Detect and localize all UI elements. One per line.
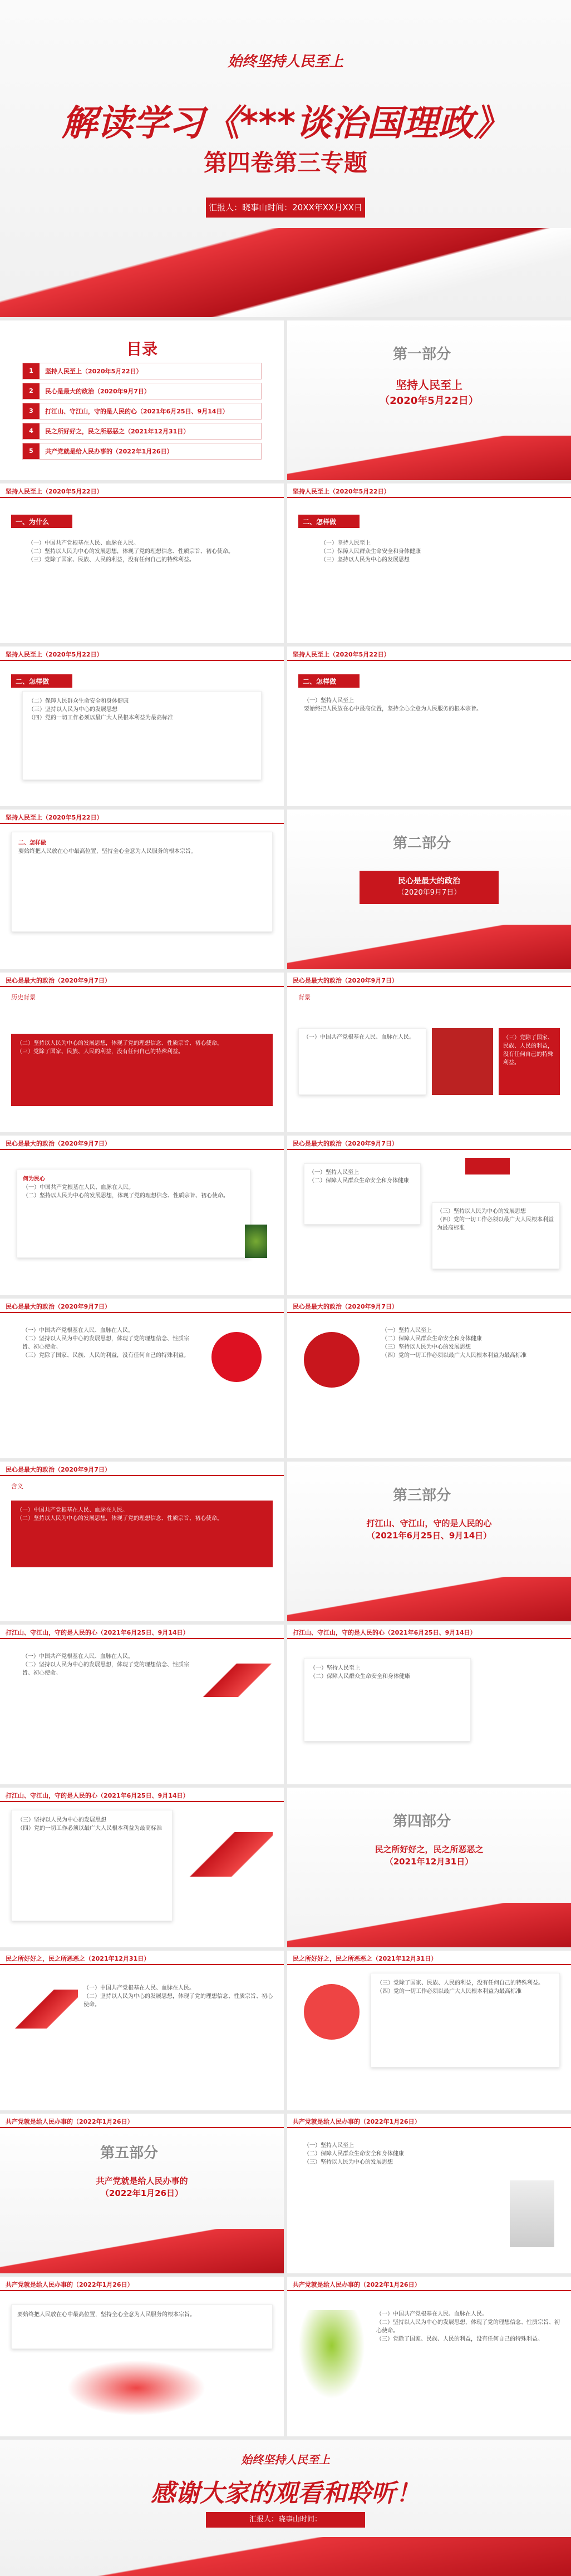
part5-date: （2022年1月26日） — [100, 2188, 184, 2198]
red-content-box: （三）党除了国家、民族、人民的利益，没有任何自己的特殊利益。 — [499, 1028, 560, 1095]
part5-slide[interactable] — [0, 2114, 284, 2273]
slide-header: 民心是最大的政治（2020年9月7日） — [287, 1136, 571, 1150]
part3-title: 打江山、守江山，守的是人民的心 — [366, 1518, 492, 1528]
part3-label: 第三部分 — [393, 1487, 451, 1504]
part1-date: （2020年5月22日） — [380, 395, 479, 407]
body-line: （一）中国共产党根基在人民、血脉在人民。 — [28, 540, 139, 546]
slide-what-2[interactable] — [0, 647, 284, 806]
slide-header: 打江山、守江山，守的是人民的心（2021年6月25日、9月14日） — [0, 1625, 284, 1639]
slide-header: 民之所好好之，民之所恶恶之（2021年12月31日） — [287, 1951, 571, 1965]
part4-slide[interactable] — [287, 1788, 571, 1947]
body-line: （三）坚持以人民为中心的发展思想 — [321, 557, 410, 563]
section-title: 二、怎样做 — [298, 674, 360, 688]
body-line: （一）坚持人民至上 — [321, 540, 371, 546]
slide-what-3[interactable]: 坚持人民至上（2020年5月22日） 二、怎样做 （一）坚持人民至上 要始终把人民放在心中最高位置，坚持全心全意为人民服务的根本宗旨。 — [287, 647, 571, 806]
slide-banshi-3[interactable]: 共产党就是给人民办事的（2022年1月26日） （一）中国共产党根基在人民、血脉在人民。 （二）坚持以人民为中心的发展思想，体现了党的理想信念、性质宗旨、初心使命。 （三）党除了国家、民族、人民的利益，没有任何自己的特殊利益。 — [287, 2277, 571, 2436]
slide-header: 打江山、守江山，守的是人民的心（2021年6月25日、9月14日） — [287, 1625, 571, 1639]
slide-header: 民心是最大的政治（2020年9月7日） — [0, 1136, 284, 1150]
slide-what[interactable] — [287, 483, 571, 643]
cover-title: 解读学习《***谈治国理政》 — [61, 103, 510, 144]
party-emblem — [304, 1984, 360, 2040]
plant-image — [298, 2310, 365, 2399]
slide-bg[interactable]: 民心是最大的政治（2020年9月7日） 历史背景 （二）坚持以人民为中心的发展思想，体现了党的理想信念、性质宗旨、初心使命。 （三）党除了国家、民族、人民的利益，没有任何自己的特殊利益。 — [0, 973, 284, 1132]
red-content-box: （一）中国共产党根基在人民、血脉在人民。 （二）坚持以人民为中心的发展思想，体现了党的理想信念、性质宗旨、初心使命。 — [11, 1501, 273, 1567]
content-card: （一）坚持人民至上 （二）保障人民群众生命安全和身体健康 — [304, 1163, 421, 1225]
slide-what-4[interactable] — [0, 810, 284, 969]
part3-wave — [287, 1577, 571, 1621]
cover-reporter: 汇报人：晓事山时间：20XX年XX月XX日 — [206, 198, 365, 218]
section-title: 一、为什么 — [11, 515, 72, 528]
content-card: （一）中国共产党根基在人民、血脉在人民。 — [298, 1028, 426, 1095]
slide-party[interactable]: 民心是最大的政治（2020年9月7日） （一）坚持人民至上 （二）保障人民群众生命安全和身体健康 （三）坚持以人民为中心的发展思想 （四）党的一切工作必须以最广大人民根本利益为最高标准 — [287, 1299, 571, 1458]
slide-jiang-3[interactable] — [0, 1788, 284, 1947]
slide-header: 共产党就是给人民办事的（2022年1月26日） — [0, 2277, 284, 2291]
content-card: （三）坚持以人民为中心的发展思想 （四）党的一切工作必须以最广大人民根本利益为最高标准 — [432, 1202, 560, 1269]
slide-header: 民心是最大的政治（2020年9月7日） — [287, 1299, 571, 1313]
cover-subtitle: 第四卷第三专题 — [203, 149, 367, 176]
slide-jiang[interactable]: 打江山、守江山，守的是人民的心（2021年6月25日、9月14日） （一）中国共产党根基在人民、血脉在人民。 （二）坚持以人民为中心的发展思想，体现了党的理想信念、性质宗旨、初心使命。 — [0, 1625, 284, 1784]
part2-slide[interactable] — [287, 810, 571, 969]
party-emblem — [304, 1332, 360, 1388]
slide-minzhi-2[interactable] — [287, 1951, 571, 2110]
slide-header: 坚持人民至上（2020年5月22日） — [287, 483, 571, 498]
slide-header: 坚持人民至上（2020年5月22日） — [0, 647, 284, 661]
slide-header: 共产党就是给人民办事的（2022年1月26日） — [0, 2114, 284, 2128]
slide-banshi[interactable]: 共产党就是给人民办事的（2022年1月26日） （一）坚持人民至上 （二）保障人民群众生命安全和身体健康 （三）坚持以人民为中心的发展思想 — [287, 2114, 571, 2273]
slide-header: 共产党就是给人民办事的（2022年1月26日） — [287, 2114, 571, 2128]
part1-wave — [287, 436, 571, 480]
slide-header: 民心是最大的政治（2020年9月7日） — [287, 973, 571, 987]
body-line: （二）保障人民群众生命安全和身体健康 — [321, 549, 421, 555]
part5-label: 第五部分 — [100, 2145, 159, 2162]
slide-header: 民心是最大的政治（2020年9月7日） — [0, 973, 284, 987]
ribbon-image — [67, 2360, 206, 2416]
body-line: （三）党除了国家、民族、人民的利益，没有任何自己的特殊利益。 — [28, 557, 195, 563]
cover-wave — [0, 228, 571, 317]
slide-flag[interactable]: 民心是最大的政治（2020年9月7日） （一）中国共产党根基在人民、血脉在人民。 （二）坚持以人民为中心的发展思想，体现了党的理想信念、性质宗旨、初心使命。 （三）党除了国家、民族、人民的利益，没有任何自己的特殊利益。 — [0, 1299, 284, 1458]
content-card: 二、怎样做 要始终把人民放在心中最高位置，坚持全心全意为人民服务的根本宗旨。 — [11, 832, 273, 932]
slide-header: 坚持人民至上（2020年5月22日） — [0, 483, 284, 498]
slide-header: 坚持人民至上（2020年5月22日） — [287, 647, 571, 661]
part5-wave — [0, 2229, 284, 2273]
slide-minxin[interactable] — [0, 1136, 284, 1295]
part2-label: 第二部分 — [393, 835, 451, 852]
part4-title: 民之所好好之，民之所恶恶之 — [375, 1844, 484, 1854]
thanks-top-title: 始终坚持人民至上 — [241, 2453, 330, 2466]
toc-item[interactable]: 2 民心是最大的政治（2020年9月7日） — [22, 383, 262, 399]
thanks-slide[interactable] — [0, 2440, 571, 2576]
slide-header: 民心是最大的政治（2020年9月7日） — [0, 1462, 284, 1476]
slide-bg-2[interactable]: 民心是最大的政治（2020年9月7日） 背景 （一）中国共产党根基在人民、血脉在人民。 （三）党除了国家、民族、人民的利益，没有任何自己的特殊利益。 — [287, 973, 571, 1132]
slide-header: 民心是最大的政治（2020年9月7日） — [0, 1299, 284, 1313]
toc-item[interactable]: 5 共产党就是给人民办事的（2022年1月26日） — [22, 443, 262, 460]
slide-header: 共产党就是给人民办事的（2022年1月26日） — [287, 2277, 571, 2291]
thanks-wave — [0, 2537, 571, 2576]
body-line: （二）坚持以人民为中心的发展思想，体现了党的理想信念、性质宗旨、初心使命。 — [28, 549, 234, 555]
slide-minzhi[interactable]: 民之所好好之，民之所恶恶之（2021年12月31日） （一）中国共产党根基在人民、血脉在人民。 （二）坚持以人民为中心的发展思想，体现了党的理想信念、性质宗旨、初心使命。 — [0, 1951, 284, 2110]
cover-slide[interactable] — [0, 0, 571, 317]
slide-signpost[interactable] — [287, 1136, 571, 1295]
section-title: 二、怎样做 — [298, 515, 360, 528]
part1-title: 坚持人民至上 — [396, 378, 462, 392]
content-card: （三）坚持以人民为中心的发展思想 （四）党的一切工作必须以最广大人民根本利益为最高标准 — [11, 1810, 173, 1921]
content-card: （三）党除了国家、民族、人民的利益，没有任何自己的特殊利益。 （四）党的一切工作必须以最广大人民根本利益为最高标准 — [371, 1973, 560, 2067]
slide-why[interactable] — [0, 483, 284, 643]
toc-item[interactable]: 4 民之所好好之，民之所恶恶之（2021年12月31日） — [22, 423, 262, 440]
content-card: 要始终把人民放在心中最高位置，坚持全心全意为人民服务的根本宗旨。 — [11, 2304, 273, 2349]
toc-item[interactable]: 3 打江山、守江山，守的是人民的心（2021年6月25日、9月14日） — [22, 403, 262, 420]
tiananmen-image — [432, 1028, 493, 1095]
content-card: 何为民心 （一）中国共产党根基在人民、血脉在人民。 （二）坚持以人民为中心的发展思想，体现了党的理想信念、性质宗旨、初心使命。 — [17, 1169, 250, 1258]
section-title: 二、怎样做 — [11, 674, 72, 688]
red-content-box: （二）坚持以人民为中心的发展思想，体现了党的理想信念、性质宗旨、初心使命。 （三）党除了国家、民族、人民的利益，没有任何自己的特殊利益。 — [11, 1034, 273, 1106]
signpost-image — [465, 1158, 510, 1175]
toc-title: 目录 — [126, 340, 157, 358]
slide-jiang-2[interactable] — [287, 1625, 571, 1784]
slide-header: 打江山、守江山，守的是人民的心（2021年6月25日、9月14日） — [0, 1788, 284, 1802]
cover-top-title: 始终坚持人民至上 — [227, 53, 343, 70]
part3-date: （2021年6月25日、9月14日） — [366, 1531, 492, 1541]
toc-slide[interactable] — [0, 320, 284, 480]
part2-box: 民心是最大的政治 （2020年9月7日） — [360, 871, 499, 904]
part4-date: （2021年12月31日） — [385, 1857, 474, 1867]
ribbon-image — [189, 1664, 273, 1697]
slide-header: 民之所好好之，民之所恶恶之（2021年12月31日） — [0, 1951, 284, 1965]
part2-wave — [287, 925, 571, 969]
part3-slide[interactable] — [287, 1462, 571, 1621]
slide-banshi-2[interactable] — [0, 2277, 284, 2436]
slide-header: 坚持人民至上（2020年5月22日） — [0, 810, 284, 824]
content-card: （一）坚持人民至上 （二）保障人民群众生命安全和身体健康 — [304, 1658, 471, 1741]
thanks-reporter: 汇报人：晓事山时间： — [206, 2512, 365, 2528]
toc-item[interactable]: 1 坚持人民至上（2020年5月22日） — [22, 363, 262, 379]
part5-title: 共产党就是给人民办事的 — [96, 2176, 188, 2186]
content-card: （二）保障人民群众生命安全和身体健康 （三）坚持以人民为中心的发展思想 （四）党的一切工作必须以最广大人民根本利益为最高标准 — [22, 691, 262, 780]
vase-image — [510, 2180, 554, 2247]
ribbon-image — [178, 1832, 273, 1877]
part4-wave — [287, 1903, 571, 1947]
ribbon-image — [11, 1990, 78, 2029]
thanks-title: 感谢大家的观看和聆听！ — [151, 2479, 420, 2508]
flag-image — [211, 1332, 262, 1382]
part1-label: 第一部分 — [393, 346, 451, 363]
part1-slide[interactable] — [287, 320, 571, 480]
slide-meaning[interactable]: 民心是最大的政治（2020年9月7日） 含义 （一）中国共产党根基在人民、血脉在人民。 （二）坚持以人民为中心的发展思想，体现了党的理想信念、性质宗旨、初心使命。 — [0, 1462, 284, 1621]
part4-label: 第四部分 — [393, 1813, 451, 1830]
plant-image — [245, 1225, 267, 1258]
